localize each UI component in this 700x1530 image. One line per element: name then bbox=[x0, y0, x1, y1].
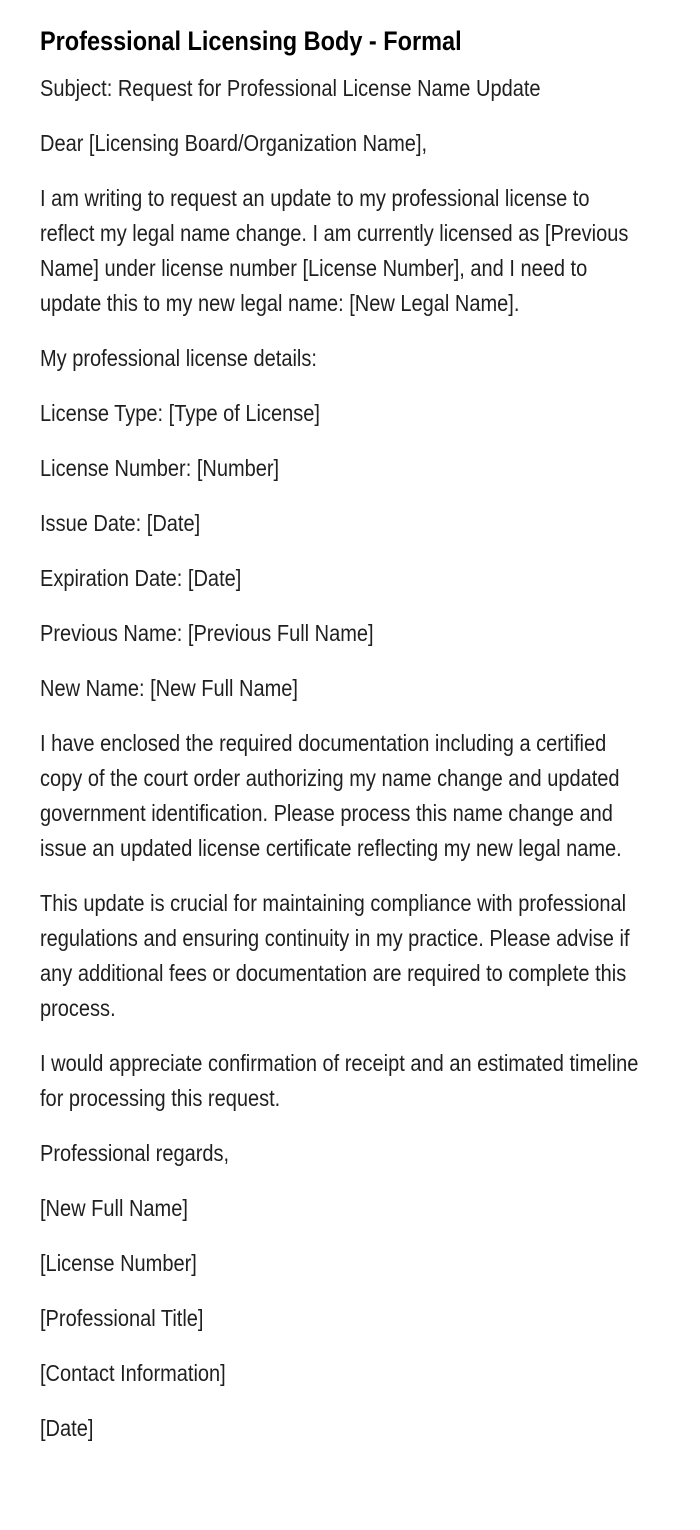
closing-line: Professional regards, bbox=[40, 1140, 230, 1166]
detail-new-name: New Name: [New Full Name] bbox=[40, 675, 298, 701]
details-heading: My professional license details: bbox=[40, 345, 317, 371]
signature-license-number: [License Number] bbox=[40, 1250, 197, 1276]
detail-previous-name: Previous Name: [Previous Full Name] bbox=[40, 620, 374, 646]
salutation: Dear [Licensing Board/Organization Name], bbox=[40, 130, 428, 156]
intro-paragraph: I am writing to request an update to my professional license to reflect my legal name change. I am currently licensed as [Previous Name] under license number [License Number], and I need to update this to my new legal name: [New Legal Name]. bbox=[40, 185, 629, 316]
signature-professional-title: [Professional Title] bbox=[40, 1305, 204, 1331]
detail-license-number: License Number: [Number] bbox=[40, 455, 280, 481]
confirmation-paragraph: I would appreciate confirmation of receipt and an estimated timeline for processing this request. bbox=[40, 1050, 639, 1111]
detail-license-type: License Type: [Type of License] bbox=[40, 400, 320, 426]
compliance-paragraph: This update is crucial for maintaining compliance with professional regulations and ensuring continuity in my practice. Please advise if any additional fees or documentation are required to complete this process. bbox=[40, 890, 630, 1021]
subject-line: Subject: Request for Professional License Name Update bbox=[40, 75, 541, 101]
page-title: Professional Licensing Body - Formal bbox=[40, 26, 462, 56]
letter-content bbox=[40, 26, 640, 1446]
signature-date: [Date] bbox=[40, 1415, 94, 1441]
enclosure-paragraph: I have enclosed the required documentation including a certified copy of the court order authorizing my name change and updated government identification. Please process this name change and issue an updated license certificate reflecting my new legal name. bbox=[40, 730, 622, 861]
detail-issue-date: Issue Date: [Date] bbox=[40, 510, 201, 536]
signature-contact-information: [Contact Information] bbox=[40, 1360, 226, 1386]
detail-expiration-date: Expiration Date: [Date] bbox=[40, 565, 242, 591]
signature-name: [New Full Name] bbox=[40, 1195, 188, 1221]
